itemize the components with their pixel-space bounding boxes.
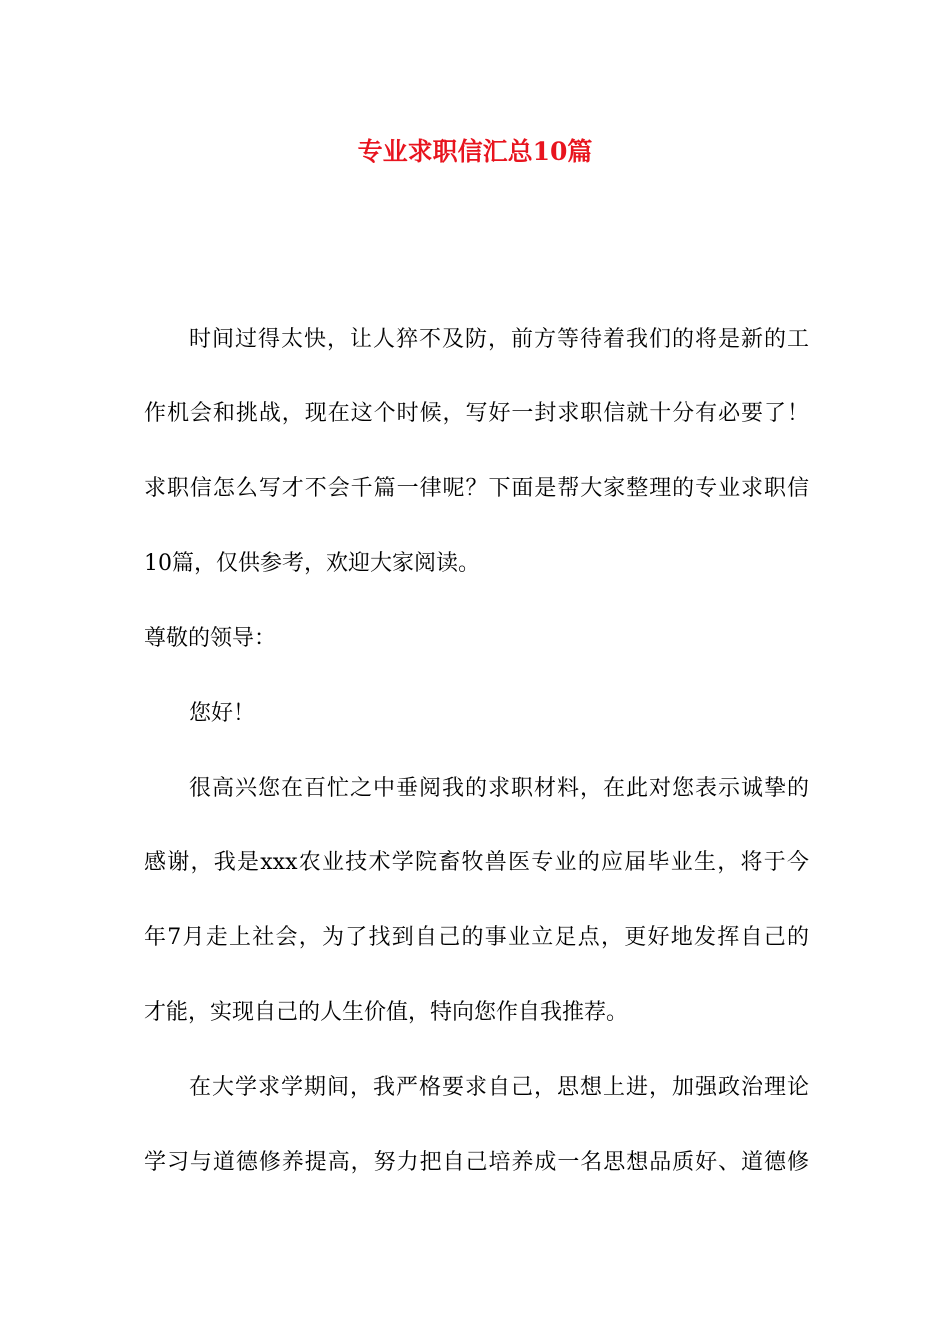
document-title: 专业求职信汇总10篇: [357, 137, 593, 166]
intro-line-3: 求职信怎么写才不会千篇一律呢？下面是帮大家整理的专业求职信: [144, 476, 809, 501]
salutation: 尊敬的领导：: [144, 626, 277, 651]
body-line-5: 在大学求学期间，我严格要求自己，思想上进，加强政治理论: [189, 1075, 809, 1100]
greeting: 您好！: [189, 701, 256, 726]
body-line-4: 才能，实现自己的人生价值，特向您作自我推荐。: [144, 1000, 629, 1025]
body-line-3: 年7月走上社会，为了找到自己的事业立足点，更好地发挥自己的: [144, 925, 809, 950]
body-line-6: 学习与道德修养提高，努力把自己培养成一名思想品质好、道德修: [144, 1150, 809, 1175]
intro-line-1: 时间过得太快，让人猝不及防，前方等待着我们的将是新的工: [189, 327, 809, 352]
body-line-1: 很高兴您在百忙之中垂阅我的求职材料，在此对您表示诚挚的: [189, 776, 809, 801]
intro-line-4: 10篇，仅供参考，欢迎大家阅读。: [144, 551, 480, 576]
intro-line-2: 作机会和挑战，现在这个时候，写好一封求职信就十分有必要了！: [144, 401, 809, 426]
body-line-2: 感谢，我是xxx农业技术学院畜牧兽医专业的应届毕业生，将于今: [144, 850, 809, 875]
